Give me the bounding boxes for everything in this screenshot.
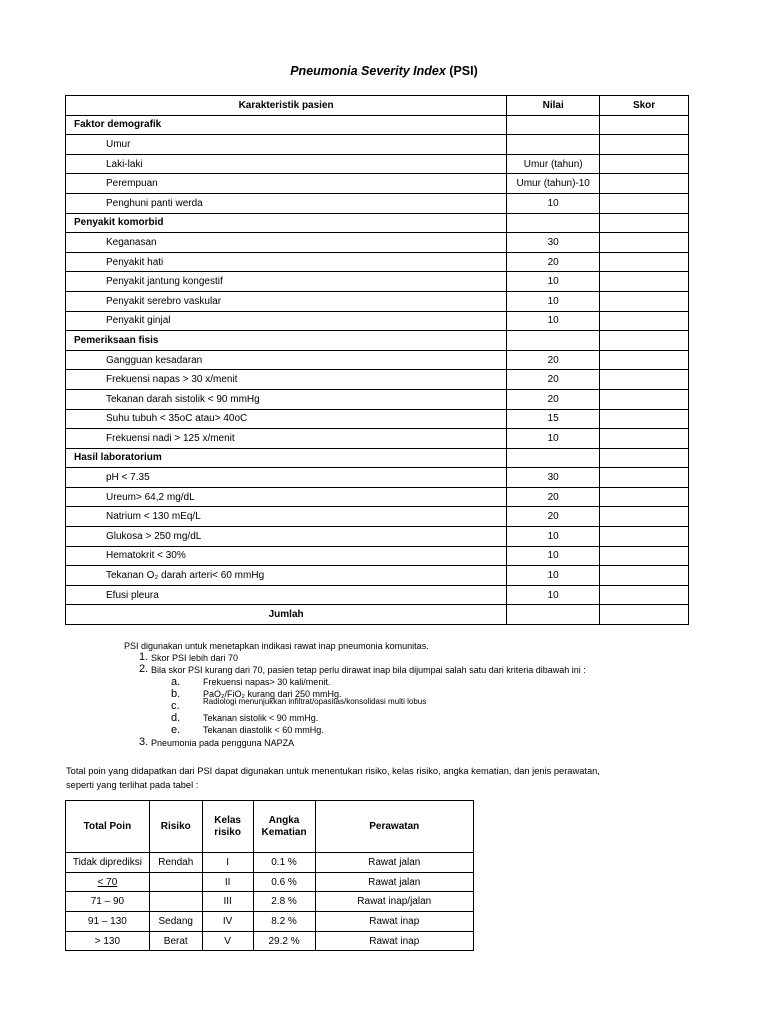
skor-cell [600,135,689,155]
kelas-risiko-cell: IV [202,912,253,932]
nilai-cell: 10 [507,585,600,605]
notes-intro: PSI digunakan untuk menetapkan indikasi rawat inap pneumonia komunitas. [124,641,429,651]
header-nilai: Nilai [507,96,600,116]
risk-row [66,931,474,951]
skor-cell [600,448,689,468]
criteria-label: Umur [66,135,507,155]
criteria-label: Hematokrit < 30% [66,546,507,566]
total-poin-cell: 71 – 90 [66,892,150,912]
sub-a-letter: a. [171,676,181,688]
risiko-cell: Rendah [149,853,202,873]
criteria-label: Gangguan kesadaran [66,350,507,370]
nilai-cell: 30 [507,233,600,253]
nilai-cell [507,135,600,155]
kelas-risiko-cell: III [202,892,253,912]
sub-b-text: PaO₂/FiO₂ kurang dari 250 mmHg. [203,689,342,699]
note-1-number: 1. [139,651,149,663]
criteria-label: Penyakit serebro vaskular [66,291,507,311]
criteria-row [66,272,689,292]
skor-cell [600,233,689,253]
nilai-cell: 20 [507,252,600,272]
skor-cell [600,174,689,194]
category-label: Pemeriksaan fisis [66,331,507,351]
document-title [0,64,768,78]
category-row [66,331,689,351]
kelas-risiko-cell: II [202,872,253,892]
criteria-label: Penyakit hati [66,252,507,272]
skor-cell [600,546,689,566]
risiko-cell: Berat [149,931,202,951]
category-label: Penyakit komorbid [66,213,507,233]
criteria-label: Laki-laki [66,154,507,174]
skor-cell [600,272,689,292]
nilai-cell: 10 [507,429,600,449]
skor-cell [600,389,689,409]
criteria-label: pH < 7.35 [66,468,507,488]
kelas-risiko-cell: V [202,931,253,951]
category-row [66,448,689,468]
category-row [66,213,689,233]
criteria-label: Tekanan O₂ darah arteri< 60 mmHg [66,566,507,586]
criteria-row [66,566,689,586]
perawatan-cell: Rawat jalan [315,853,474,873]
risiko-cell [149,872,202,892]
psi-total-row [66,605,689,625]
nilai-cell [507,448,600,468]
angka-kematian-cell: 0.6 % [253,872,315,892]
header-skor: Skor [600,96,689,116]
skor-cell [600,370,689,390]
criteria-label: Penghuni panti werda [66,193,507,213]
header-karakteristik: Karakteristik pasien [66,96,507,116]
risk-row [66,853,474,873]
criteria-label: Frekuensi nadi > 125 x/menit [66,429,507,449]
criteria-label: Frekuensi napas > 30 x/menit [66,370,507,390]
criteria-label: Tekanan darah sistolik < 90 mmHg [66,389,507,409]
total-poin-cell: 91 – 130 [66,912,150,932]
criteria-row [66,370,689,390]
risk-table [65,800,474,951]
skor-cell [600,487,689,507]
total-nilai-cell [507,605,600,625]
note-3-text: Pneumonia pada pengguna NAPZA [151,738,295,748]
criteria-label: Penyakit jantung kongestif [66,272,507,292]
risiko-cell: Sedang [149,912,202,932]
header-perawatan: Perawatan [315,801,474,853]
criteria-row [66,233,689,253]
skor-cell [600,468,689,488]
risk-row [66,872,474,892]
criteria-row [66,154,689,174]
criteria-row [66,487,689,507]
perawatan-cell: Rawat inap [315,931,474,951]
nilai-cell: 10 [507,546,600,566]
category-label: Hasil laboratorium [66,448,507,468]
nilai-cell: 10 [507,291,600,311]
sub-e-letter: e. [171,724,181,736]
criteria-label: Perempuan [66,174,507,194]
nilai-cell: 20 [507,389,600,409]
skor-cell [600,585,689,605]
nilai-cell: 30 [507,468,600,488]
criteria-row [66,311,689,331]
criteria-label: Keganasan [66,233,507,253]
risk-header-row [66,801,474,853]
skor-cell [600,350,689,370]
note-3-number: 3. [139,736,149,748]
total-poin-cell: < 70 [66,872,150,892]
category-label: Faktor demografik [66,115,507,135]
nilai-cell: 20 [507,350,600,370]
criteria-row [66,174,689,194]
angka-kematian-cell: 8.2 % [253,912,315,932]
skor-cell [600,193,689,213]
note-2-number: 2. [139,663,149,675]
skor-cell [600,507,689,527]
psi-table [65,95,689,625]
skor-cell [600,291,689,311]
sub-b-letter: b. [171,688,181,700]
risiko-cell [149,892,202,912]
nilai-cell: 15 [507,409,600,429]
criteria-row [66,193,689,213]
skor-cell [600,154,689,174]
nilai-cell: 10 [507,311,600,331]
criteria-row [66,252,689,272]
nilai-cell: 10 [507,272,600,292]
total-skor-cell [600,605,689,625]
sub-c-letter: c. [171,700,180,712]
risk-row [66,892,474,912]
skor-cell [600,527,689,547]
angka-kematian-cell: 0.1 % [253,853,315,873]
sub-d-letter: d. [171,712,181,724]
criteria-label: Glukosa > 250 mg/dL [66,527,507,547]
total-poin-cell: Tidak diprediksi [66,853,150,873]
skor-cell [600,115,689,135]
title-italic: Pneumonia Severity Index [290,64,446,78]
criteria-label: Suhu tubuh < 35oC atau> 40oC [66,409,507,429]
nilai-cell: Umur (tahun)-10 [507,174,600,194]
criteria-row [66,291,689,311]
skor-cell [600,331,689,351]
criteria-row [66,389,689,409]
category-row [66,115,689,135]
sub-a-text: Frekuensi napas> 30 kali/menit. [203,677,331,687]
skor-cell [600,409,689,429]
sub-d-text: Tekanan sistolik < 90 mmHg. [203,713,319,723]
nilai-cell: 10 [507,193,600,213]
nilai-cell [507,331,600,351]
nilai-cell [507,115,600,135]
angka-kematian-cell: 29.2 % [253,931,315,951]
skor-cell [600,311,689,331]
paragraph-line-1: Total poin yang didapatkan dari PSI dapat digunakan untuk menentukan risiko, kelas risiko, angka kematian, dan jenis perawatan, [66,766,600,776]
skor-cell [600,566,689,586]
perawatan-cell: Rawat inap/jalan [315,892,474,912]
paragraph-line-2: seperti yang terlihat pada tabel : [66,780,199,790]
criteria-label: Efusi pleura [66,585,507,605]
header-kelas-risiko: Kelas risiko [202,801,253,853]
header-total-poin: Total Poin [66,801,150,853]
skor-cell [600,213,689,233]
note-1-text: Skor PSI lebih dari 70 [151,653,239,663]
criteria-row [66,507,689,527]
risk-row [66,912,474,932]
note-2-text: Bila skor PSI kurang dari 70, pasien tetap perlu dirawat inap bila dijumpai salah satu dari kriteria dibawah ini : [151,665,586,675]
header-angka-kematian: Angka Kematian [253,801,315,853]
nilai-cell: Umur (tahun) [507,154,600,174]
sub-c-text: Radiologi menunjukkan infiltrat/opasitas/konsolidasi multi lobus [203,697,427,706]
criteria-row [66,468,689,488]
skor-cell [600,252,689,272]
criteria-row [66,409,689,429]
criteria-row [66,546,689,566]
nilai-cell: 10 [507,566,600,586]
criteria-label: Natrium < 130 mEq/L [66,507,507,527]
psi-header-row [66,96,689,116]
skor-cell [600,429,689,449]
perawatan-cell: Rawat inap [315,912,474,932]
nilai-cell: 20 [507,487,600,507]
perawatan-cell: Rawat jalan [315,872,474,892]
total-poin-cell: > 130 [66,931,150,951]
nilai-cell: 20 [507,507,600,527]
sub-e-text: Tekanan diastolik < 60 mmHg. [203,725,324,735]
criteria-row [66,135,689,155]
criteria-label: Ureum> 64,2 mg/dL [66,487,507,507]
criteria-label: Penyakit ginjal [66,311,507,331]
criteria-row [66,429,689,449]
nilai-cell: 20 [507,370,600,390]
criteria-row [66,585,689,605]
nilai-cell: 10 [507,527,600,547]
title-suffix: (PSI) [445,64,478,78]
angka-kematian-cell: 2.8 % [253,892,315,912]
total-label: Jumlah [66,605,507,625]
criteria-row [66,527,689,547]
header-risiko: Risiko [149,801,202,853]
nilai-cell [507,213,600,233]
criteria-row [66,350,689,370]
kelas-risiko-cell: I [202,853,253,873]
